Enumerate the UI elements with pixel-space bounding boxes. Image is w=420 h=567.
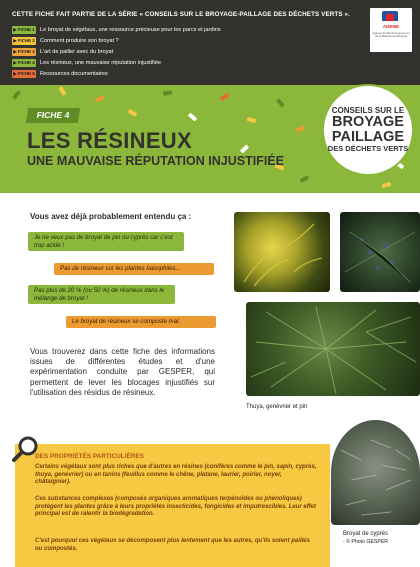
quote-bubble: Je ne veux pas de broyat de pin ou cyprès car c'est trop acide ! bbox=[28, 232, 184, 251]
quote-bubble: Le broyat de résineux se composte mal. bbox=[66, 316, 216, 328]
intro-question: Vous avez déjà probablement entendu ça : bbox=[30, 212, 192, 221]
fiche-item-2[interactable] bbox=[12, 35, 221, 46]
confetti-shape bbox=[163, 90, 173, 96]
confetti-shape bbox=[382, 182, 392, 188]
fiche-label: Le broyat de végétaux, une ressource précieuse pour les parcs et jardins bbox=[40, 26, 221, 33]
fiche-tag: ▶ FICHE 5 bbox=[13, 70, 35, 76]
properties-paragraph: Ces substances complexes (composés organiques aromatiques terpénoïdes ou phénoliques) protègent les plantes grâce à leurs propriétés insecticides, fongicides et imputrescibles. Leur effet principal est de ralentir la biodégradation. bbox=[35, 496, 316, 518]
cypress-caption: Broyat de cyprès bbox=[343, 531, 389, 537]
confetti-shape bbox=[296, 126, 306, 133]
ademe-tagline: Agence de l'Environnement et de la Maîtrise de l'Énergie bbox=[372, 31, 410, 39]
fiche-item-1[interactable] bbox=[12, 24, 221, 35]
page-title: LES RÉSINEUX bbox=[27, 128, 192, 153]
confetti-shape bbox=[12, 90, 21, 99]
series-stamp bbox=[322, 84, 414, 176]
confetti-shape bbox=[276, 98, 285, 107]
fiche-label: L'art de pailler avec du broyat bbox=[40, 48, 114, 55]
pine-photo bbox=[246, 302, 420, 396]
juniper-photo bbox=[340, 212, 420, 292]
fiche-item-5[interactable] bbox=[12, 68, 221, 79]
confetti-shape bbox=[240, 144, 249, 153]
cypress-mulch-photo bbox=[331, 420, 420, 525]
stamp-line: BROYAGE bbox=[332, 114, 404, 131]
photo-credit: - © Photo GESPER bbox=[343, 539, 389, 545]
quote-bubble: Pas de résineux sur les plantes basophiles... bbox=[54, 263, 214, 275]
photo-caption: Thuya, genévrier et pin bbox=[246, 404, 308, 410]
confetti-shape bbox=[220, 93, 230, 101]
foliage-texture bbox=[234, 212, 330, 292]
confetti-shape bbox=[188, 113, 197, 122]
page-subtitle: UNE MAUVAISE RÉPUTATION INJUSTIFIÉE bbox=[27, 154, 284, 168]
mulch-texture bbox=[331, 420, 420, 525]
fiche-tag: ▶ FICHE 2 bbox=[13, 37, 35, 43]
confetti-shape bbox=[95, 95, 105, 102]
confetti-shape bbox=[59, 86, 67, 96]
fiche-number-badge: FICHE 4 bbox=[26, 108, 80, 123]
needles-texture bbox=[246, 302, 420, 396]
confetti-shape bbox=[247, 117, 257, 123]
confetti-shape bbox=[300, 175, 310, 183]
series-title: CETTE FICHE FAIT PARTIE DE LA SÉRIE « CONSEILS SUR LE BROYAGE-PAILLAGE DES DÉCHETS VERTS ». bbox=[12, 11, 350, 18]
fiche-tag: ▶ FICHE 1 bbox=[13, 26, 35, 32]
fiche-item-4[interactable] bbox=[12, 57, 221, 68]
fiche-item-3[interactable] bbox=[12, 46, 221, 57]
properties-paragraph: Certains végétaux sont plus riches que d'autres en résines (conifères comme le pin, sapin, cyprès, thuya, genévrier) ou en tanins (feuillus comme le chêne, platane, laurier, poirier, noyer, châtaignier). bbox=[35, 464, 317, 486]
properties-title: DES PROPRIÉTÉS PARTICULIÈRES bbox=[35, 453, 144, 460]
fiche-tag: ▶ FICHE 4 bbox=[13, 59, 35, 65]
confetti-shape bbox=[128, 109, 138, 117]
fiche-label: Ressources documentaires bbox=[40, 70, 108, 77]
properties-paragraph: C'est pourquoi ces végétaux se décomposent plus lentement que les autres, qu'ils soient paillés ou compostés. bbox=[35, 538, 310, 552]
ademe-wordmark: ADEME bbox=[382, 24, 400, 29]
fiche-list bbox=[12, 24, 221, 79]
series-header bbox=[0, 0, 420, 85]
stamp-line: CONSEILS SUR LE bbox=[331, 106, 405, 116]
thuya-photo bbox=[234, 212, 330, 292]
berries-texture bbox=[340, 212, 420, 292]
ademe-logo bbox=[370, 8, 412, 52]
fiche-label: Comment produire son broyat ? bbox=[40, 37, 119, 44]
stamp-line: DES DÉCHETS VERTS bbox=[327, 144, 409, 154]
ademe-emblem-icon bbox=[382, 11, 398, 21]
fiche-tag: ▶ FICHE 3 bbox=[13, 48, 35, 54]
quote-bubble: Pas plus de 20 % (ou 50 %) de résineux dans le mélange de broyat ! bbox=[28, 285, 175, 304]
intro-paragraph: Vous trouverez dans cette fiche des informations issues de différentes études et d'une expérimentation conduite par GESPER, qui permettent de lever les blocages injustifiés sur l'utilisation des résidus de résineux. bbox=[30, 347, 215, 397]
stamp-line: PAILLAGE bbox=[331, 128, 405, 145]
fiche-label: Les résineux, une mauvaise réputation injustifiée bbox=[40, 59, 161, 66]
